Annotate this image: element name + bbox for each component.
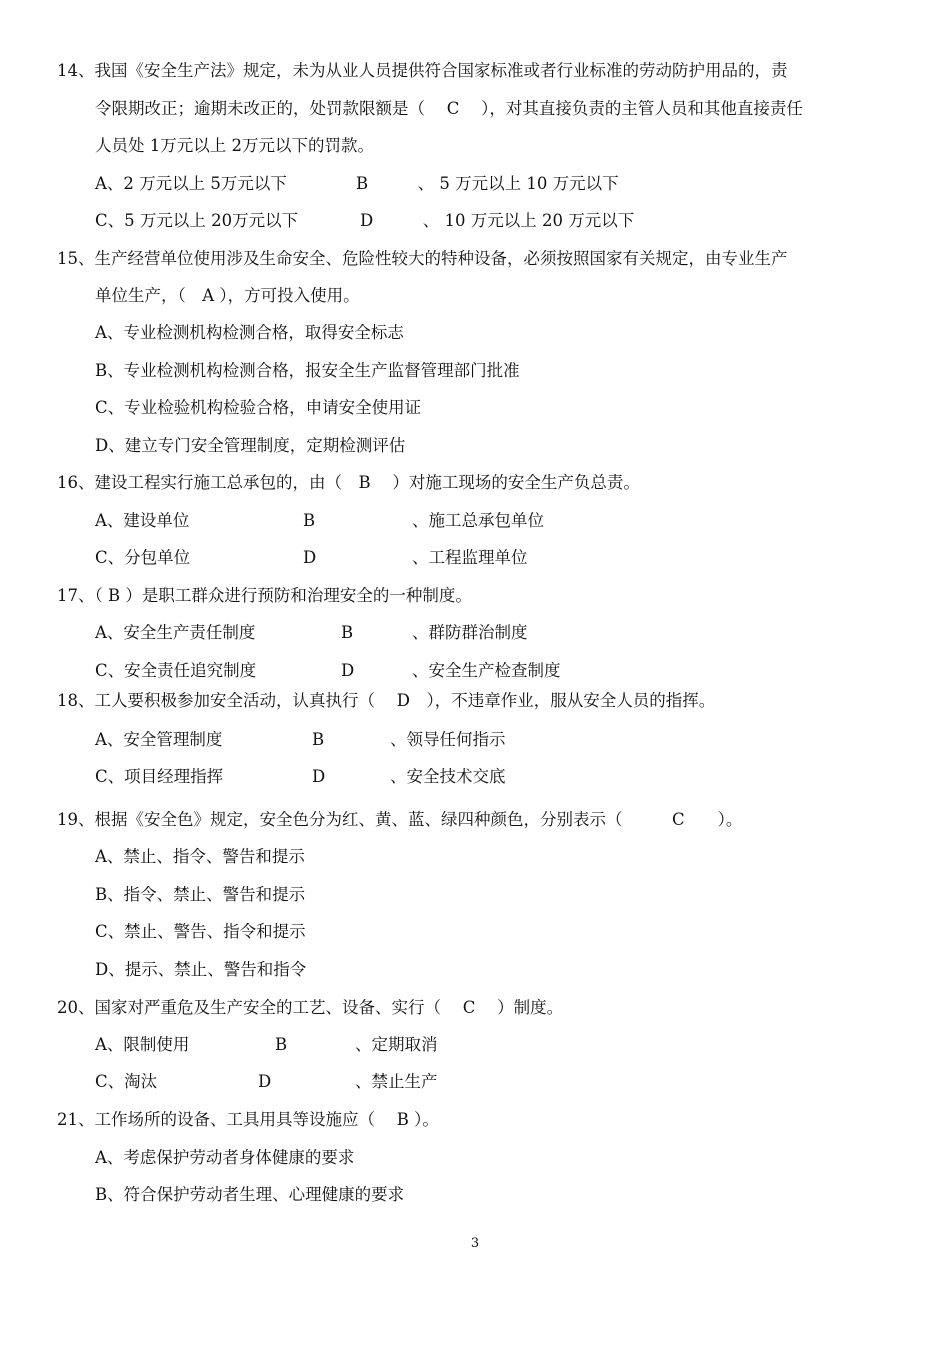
q14-line-3: 人员处 1万元以上 2万元以下的罚款。 [95, 136, 374, 155]
q17-option-d-letter: D [341, 661, 355, 680]
q20-option-b-letter: B [275, 1035, 288, 1054]
q16-option-b: 、施工总承包单位 [412, 511, 544, 530]
q14-line-1: 14、我国《安全生产法》规定，未为从业人员提供符合国家标准或者行业标准的劳动防护用品的，责 [57, 61, 788, 80]
q21-option-a: A、考虑保护劳动者身体健康的要求 [95, 1148, 355, 1167]
q17-option-a: A、安全生产责任制度 [95, 623, 256, 642]
q17-option-c: C、安全责任追究制度 [95, 661, 257, 680]
q15-option-c: C、专业检验机构检验合格，申请安全使用证 [95, 398, 422, 417]
q20-option-d: 、禁止生产 [355, 1072, 438, 1091]
q14-option-d: D 、 10 万元以上 20 万元以下 [360, 211, 635, 230]
q21-option-b: B、符合保护劳动者生理、心理健康的要求 [95, 1185, 405, 1204]
q14-line-2: 令限期改正；逾期未改正的，处罚款限额是（ C ），对其直接负责的主管人员和其他直接责任 [95, 99, 803, 118]
q14-option-a: A、2 万元以上 5万元以下 [95, 174, 287, 193]
q14-option-c: C、5 万元以上 20万元以下 [95, 211, 299, 230]
q19-option-a: A、禁止、指令、警告和提示 [95, 847, 305, 866]
q18-option-a: A、安全管理制度 [95, 730, 223, 749]
q18-option-d: 、安全技术交底 [390, 767, 506, 786]
q17-line-1: 17、（ B ）是职工群众进行预防和治理安全的一种制度。 [57, 586, 472, 605]
q20-option-b: 、定期取消 [355, 1035, 438, 1054]
q20-option-d-letter: D [258, 1072, 272, 1091]
q16-option-b-letter: B [303, 511, 316, 530]
q19-option-c: C、禁止、警告、指令和提示 [95, 922, 306, 941]
page-number: 3 [470, 1236, 480, 1251]
q18-line-1: 18、工人要积极参加安全活动，认真执行（ D ），不违章作业，服从安全人员的指挥。 [57, 691, 716, 710]
q18-option-b-letter: B [312, 730, 325, 749]
q19-option-b: B、指令、禁止、警告和提示 [95, 885, 306, 904]
q20-option-c: C、淘汰 [95, 1072, 158, 1091]
q15-option-d: D、建立专门安全管理制度，定期检测评估 [95, 436, 406, 455]
q18-option-b: 、领导任何指示 [390, 730, 506, 749]
q17-option-b: 、群防群治制度 [412, 623, 528, 642]
q15-line-2: 单位生产，（ A ），方可投入使用。 [95, 286, 360, 305]
q17-option-d: 、安全生产检查制度 [412, 661, 561, 680]
q19-line-1: 19、根据《安全色》规定，安全色分为红、黄、蓝、绿四种颜色，分别表示（ C ）。 [57, 810, 743, 829]
q19-option-d: D、提示、禁止、警告和指令 [95, 960, 307, 979]
q15-line-1: 15、生产经营单位使用涉及生命安全、危险性较大的特种设备，必须按照国家有关规定，由专业生产 [57, 249, 788, 268]
q18-option-c: C、项目经理指挥 [95, 767, 224, 786]
q18-option-d-letter: D [312, 767, 326, 786]
q16-line-1: 16、建设工程实行施工总承包的，由（ B ）对施工现场的安全生产负总责。 [57, 473, 640, 492]
q14-option-b: B 、 5 万元以上 10 万元以下 [356, 174, 619, 193]
q20-option-a: A、限制使用 [95, 1035, 190, 1054]
q16-option-d-letter: D [303, 548, 317, 567]
q17-option-b-letter: B [341, 623, 354, 642]
q16-option-d: 、工程监理单位 [412, 548, 528, 567]
q15-option-a: A、专业检测机构检测合格，取得安全标志 [95, 323, 404, 342]
q16-option-a: A、建设单位 [95, 511, 190, 530]
q16-option-c: C、分包单位 [95, 548, 191, 567]
q15-option-b: B、专业检测机构检测合格，报安全生产监督管理部门批准 [95, 361, 520, 380]
q20-line-1: 20、国家对严重危及生产安全的工艺、设备、实行（ C ）制度。 [57, 998, 564, 1017]
q21-line-1: 21、工作场所的设备、工具用具等设施应（ B ）。 [57, 1110, 439, 1129]
